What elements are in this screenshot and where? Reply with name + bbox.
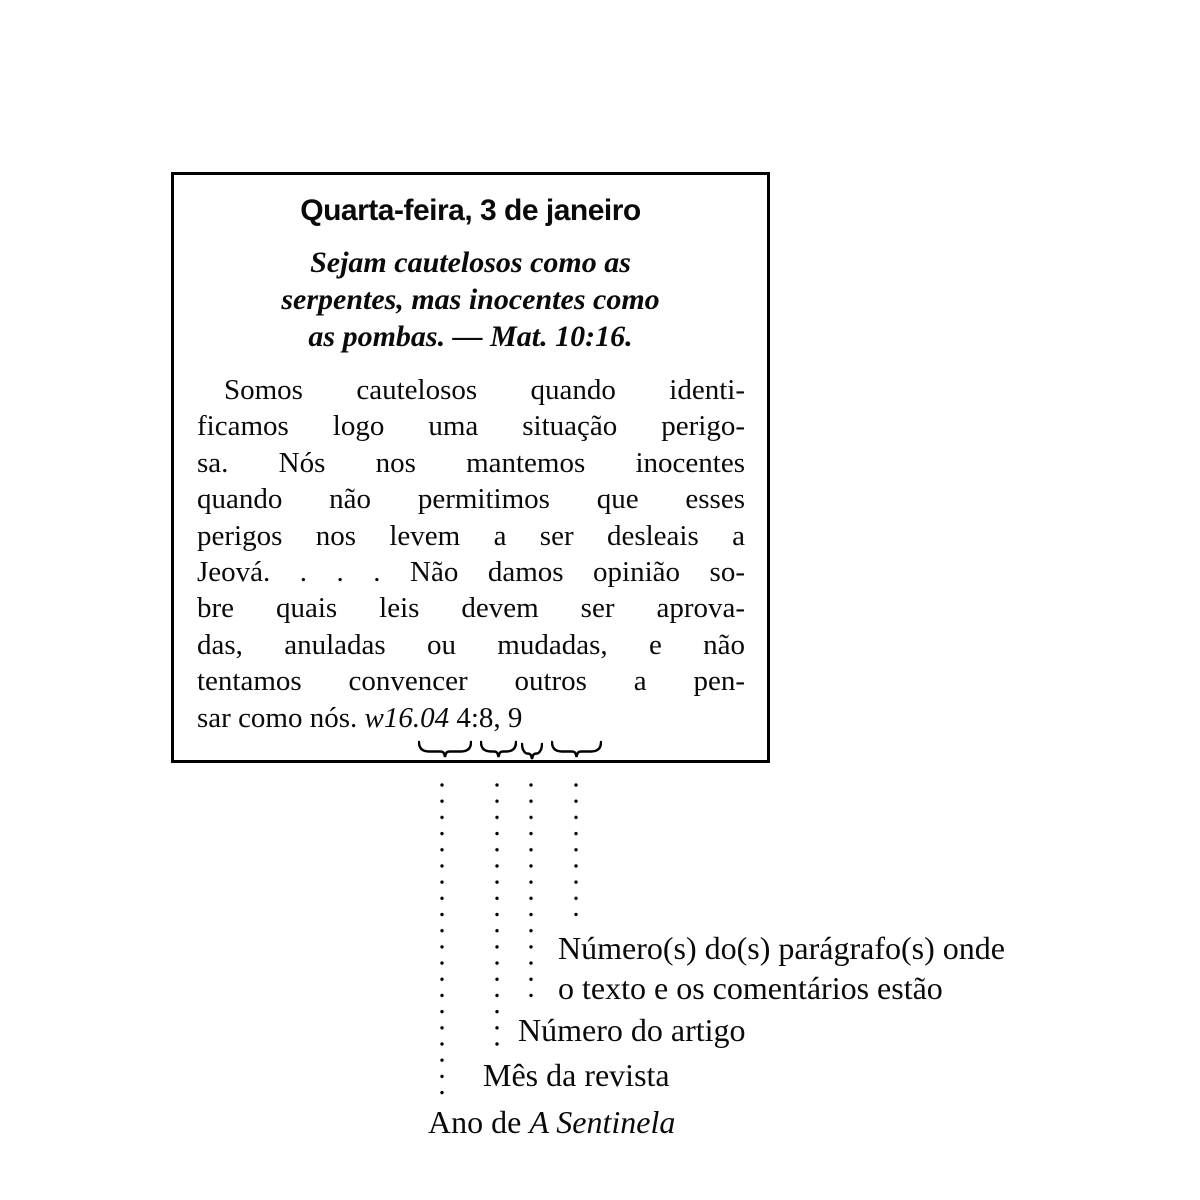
scripture-line: as pombas. — Mat. 10:16.	[308, 320, 633, 353]
body-line: ficamos logo uma situação perigo-	[197, 410, 745, 443]
month-underbrace-icon	[480, 740, 517, 760]
body-line: quando não permitimos que esses	[197, 483, 745, 516]
body-line: tentamos convencer outros a pen-	[197, 665, 745, 698]
label-paragraph-numbers-line1: Número(s) do(s) parágrafo(s) onde	[558, 930, 1005, 966]
label-year-prefix: Ano de	[428, 1104, 530, 1140]
citation-prefix: sar como nós.	[197, 701, 365, 734]
label-article-number: Número do artigo	[518, 1012, 746, 1048]
dotted-leader-paragraphs	[574, 782, 578, 916]
daily-text-body	[197, 372, 745, 736]
body-line: Somos cautelosos quando identi-	[224, 374, 745, 406]
label-paragraph-numbers-line2: o texto e os comentários estão	[558, 970, 943, 1006]
card-title: Quarta-feira, 3 de janeiro	[300, 194, 641, 227]
year-underbrace-icon	[418, 740, 472, 760]
magazine-title: A Sentinela	[529, 1104, 676, 1140]
scripture-quote	[174, 244, 767, 355]
article-underbrace-icon	[521, 742, 543, 762]
dotted-leader-month	[495, 782, 499, 1048]
paragraphs-underbrace-icon	[551, 740, 602, 760]
daily-text-card	[171, 172, 770, 763]
body-line: das, anuladas ou mudadas, e não	[197, 628, 745, 661]
body-lines	[197, 372, 745, 700]
dotted-leader-article	[529, 782, 533, 998]
body-line: perigos nos levem a ser desleais a	[197, 519, 745, 552]
scripture-line: serpentes, mas inocentes como	[281, 283, 660, 316]
paragraph-reference: 4:8, 9	[449, 701, 523, 734]
magazine-code: w16.04	[364, 701, 450, 734]
body-line: sa. Nós nos mantemos inocentes	[197, 446, 745, 479]
label-magazine-month: Mês da revista	[483, 1057, 670, 1093]
body-line: bre quais leis devem ser aprova-	[197, 592, 745, 625]
label-watchtower-year	[428, 1102, 675, 1142]
dotted-leader-year	[440, 782, 444, 1098]
label-paragraph-numbers	[558, 928, 1005, 1008]
citation-line	[197, 700, 745, 736]
scripture-line: Sejam cautelosos como as	[310, 246, 631, 279]
body-line: Jeová. . . . Não damos opinião so-	[197, 556, 745, 589]
